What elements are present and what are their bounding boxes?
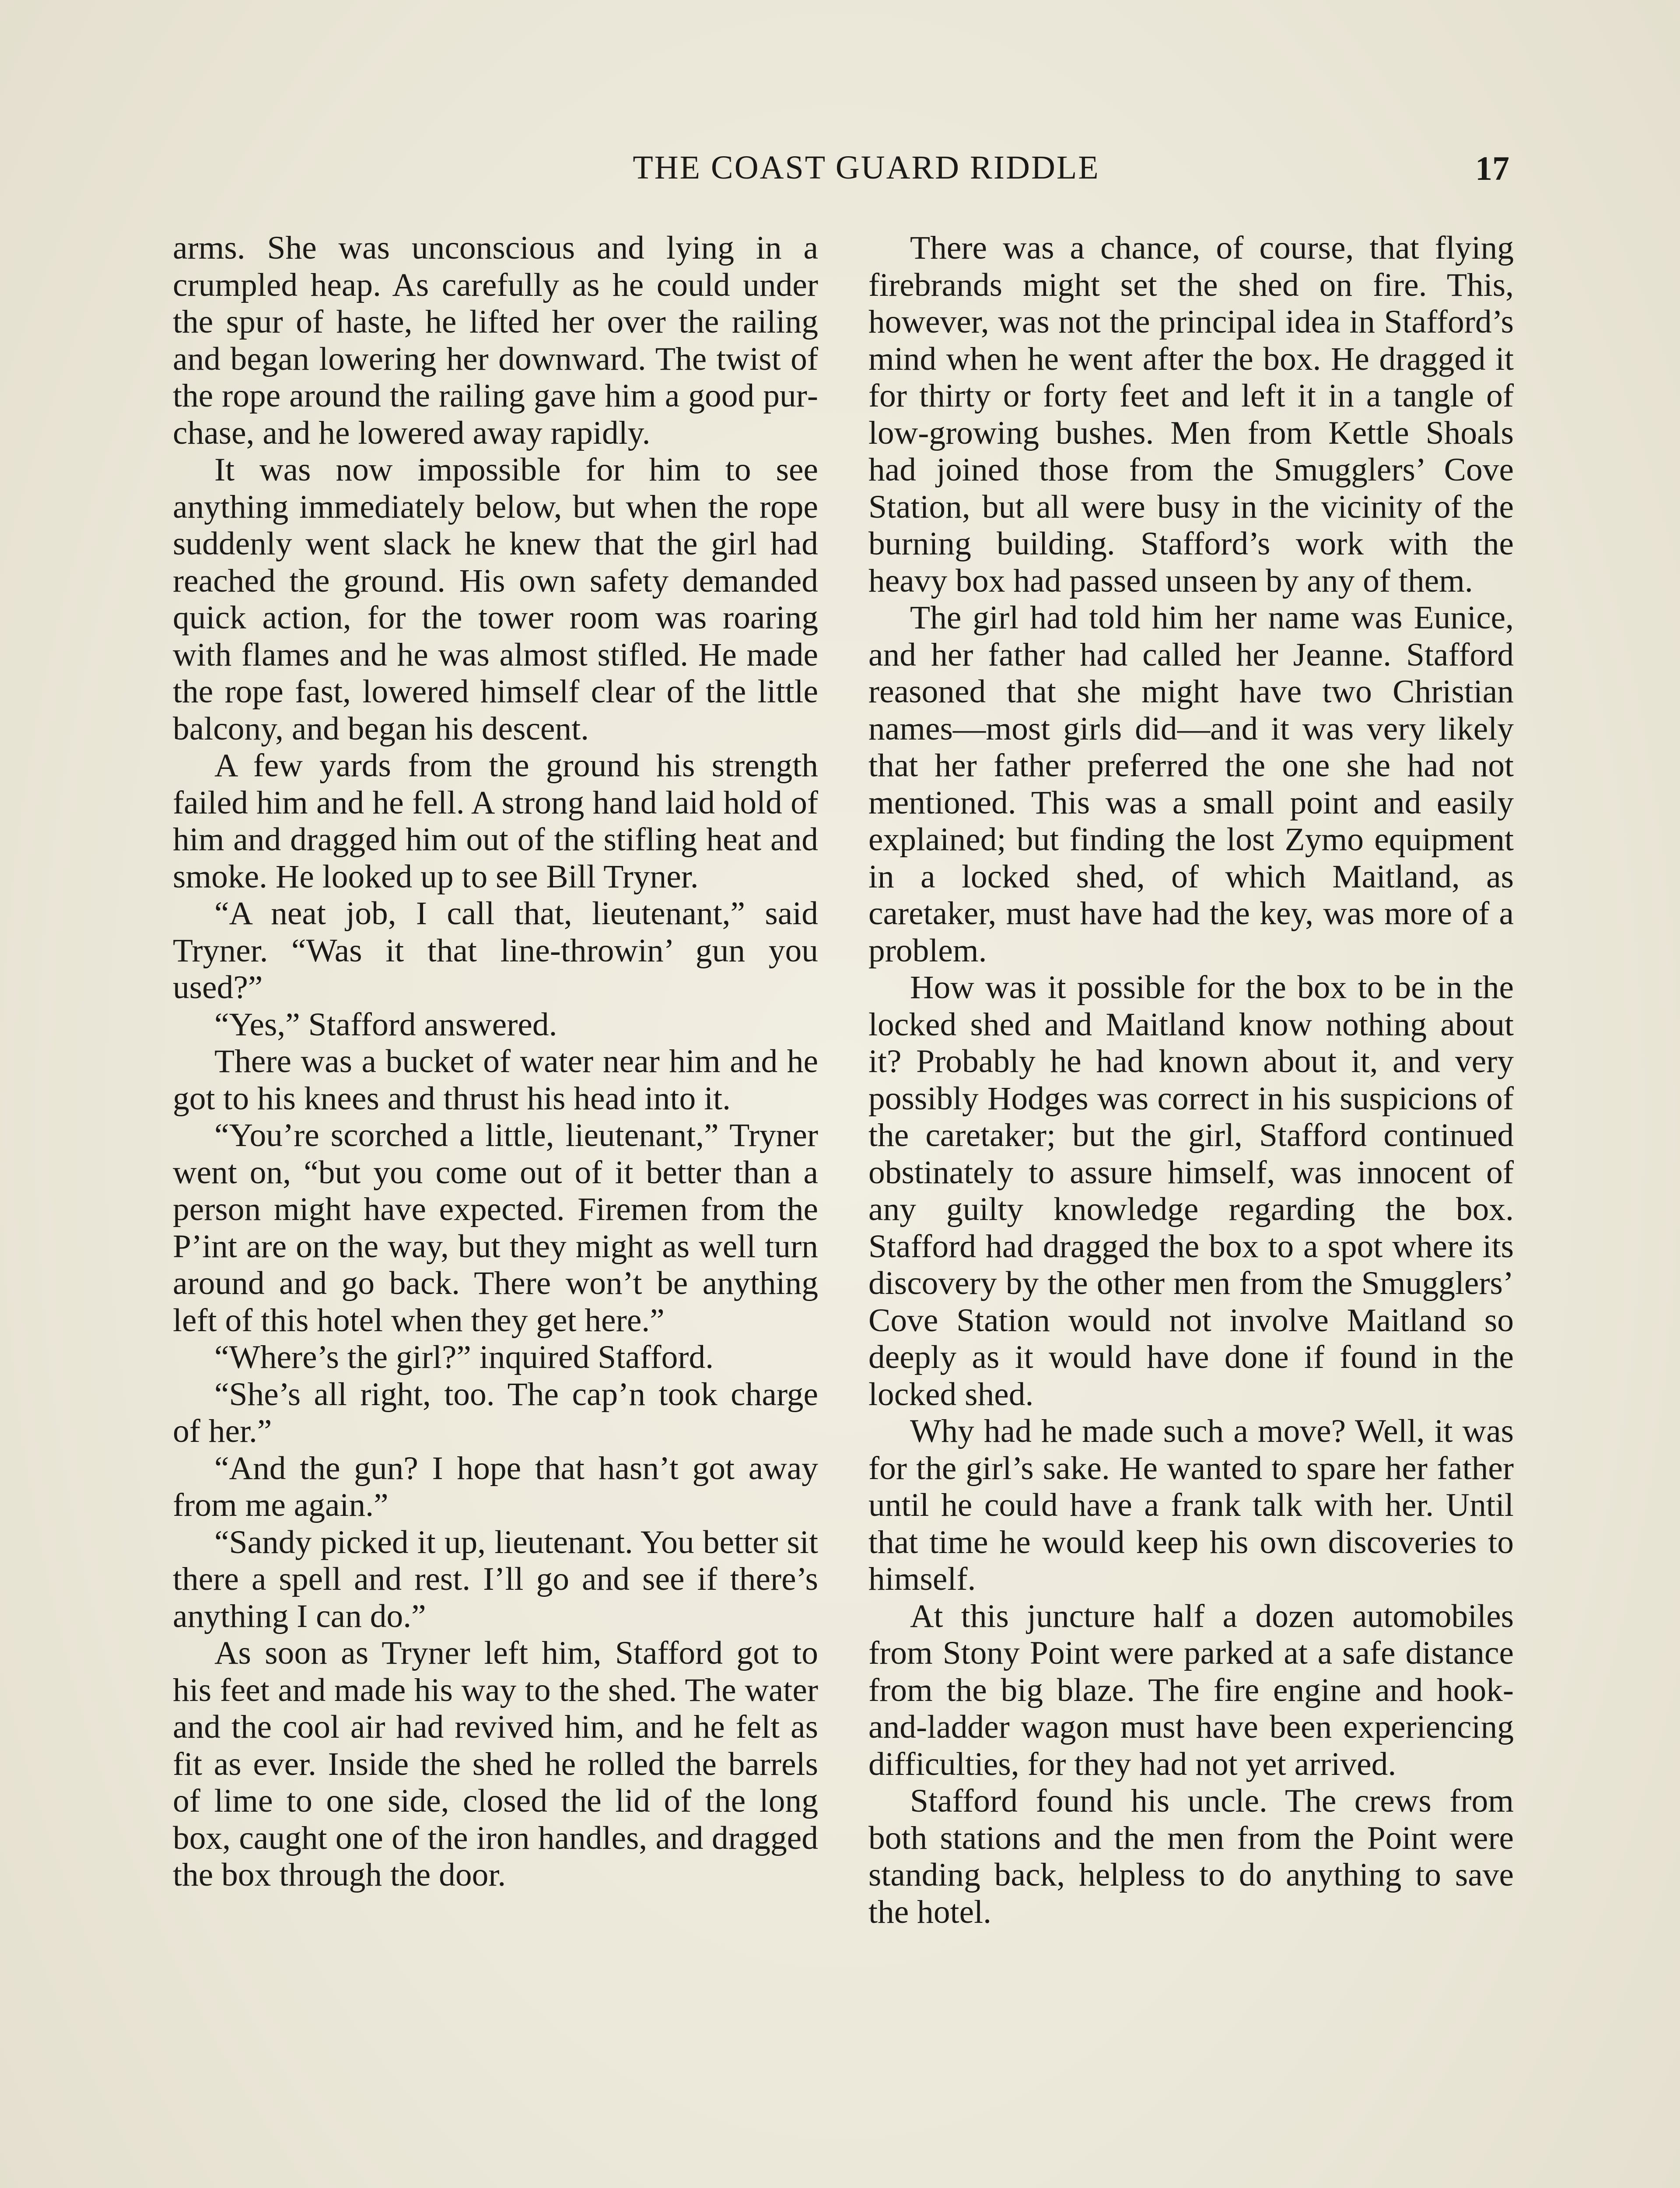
paragraph: How was it possible for the box to be in the locked shed and Maitland know nothing about it? Probably he had known about it, and very possibly Hodges was correct in his suspicions of the caretaker; but the girl, Stafford continued obstinately to assure himself, was innocent of any guilty knowledge regarding the box. Stafford had dragged the box to a spot where its discovery by the other men from the Smugglers’ Cove Station would not involve Maitland so deeply as it would have done if found in the locked shed. [868, 969, 1514, 1413]
paragraph: As soon as Tryner left him, Stafford got to his feet and made his way to the shed. The water and the cool air had revived him, and he felt as fit as ever. Inside the shed he rolled the barrels of lime to one side, closed the lid of the long box, caught one of the iron handles, and dragged the box through the door. [173, 1635, 818, 1893]
paragraph: Stafford found his uncle. The crews from both stations and the men from the Point were standing back, helpless to do anything to save the hotel. [868, 1783, 1514, 1930]
paragraph: “Sandy picked it up, lieutenant. You better sit there a spell and rest. I’ll go and see if there’s anything I can do.” [173, 1524, 818, 1634]
running-head: THE COAST GUARD RIDDLE [633, 149, 1100, 186]
paragraph: “You’re scorched a little, lieutenant,” Tryner went on, “but you come out of it better than a person might have expected. Firemen from the P’int are on the way, but they might as well turn around and go back. There won’t be anything left of this hotel when they get here.” [173, 1117, 818, 1339]
paragraph: The girl had told him her name was Eunice, and her father had called her Jeanne. Stafford reasoned that she might have two Christian names—most girls did—and it was very likely that her father preferred the one she had not mentioned. This was a small point and easily explained; but finding the lost Zymo equipment in a locked shed, of which Maitland, as caretaker, must have had the key, was more of a problem. [868, 600, 1514, 969]
paragraph: “She’s all right, too. The cap’n took charge of her.” [173, 1376, 818, 1449]
left-column [173, 230, 818, 1894]
paragraph: There was a chance, of course, that flying firebrands might set the shed on fire. This, however, was not the principal idea in Stafford’s mind when he went after the box. He dragged it for thirty or forty feet and left it in a tangle of low-growing bushes. Men from Kettle Shoals had joined those from the Smugglers’ Cove Station, but all were busy in the vicinity of the burning building. Stafford’s work with the heavy box had passed unseen by any of them. [868, 230, 1514, 599]
paragraph: Why had he made such a move? Well, it was for the girl’s sake. He wanted to spare her father until he could have a frank talk with her. Until that time he would keep his own discoveries to himself. [868, 1413, 1514, 1597]
paragraph: “Yes,” Stafford answered. [214, 1006, 557, 1043]
paragraph: “And the gun? I hope that hasn’t got away from me again.” [173, 1450, 818, 1523]
right-column [868, 230, 1514, 1931]
paragraph: “A neat job, I call that, lieutenant,” said Tryner. “Was it that line-throwin’ gun you used?” [173, 895, 818, 1006]
page-number: 17 [1475, 149, 1509, 187]
paragraph: There was a bucket of water near him and he got to his knees and thrust his head into it. [173, 1043, 818, 1117]
paragraph: arms. She was unconscious and lying in a crumpled heap. As carefully as he could under the spur of haste, he lifted her over the railing and began lowering her downward. The twist of the rope around the railing gave him a good purchase, and he lowered away rapidly. [173, 230, 818, 451]
paragraph: “Where’s the girl?” inquired Stafford. [214, 1339, 714, 1375]
paragraph: At this juncture half a dozen automobiles from Stony Point were parked at a safe distance from the big blaze. The fire engine and hook-and-ladder wagon must have been experiencing difficulties, for they had not yet arrived. [868, 1598, 1514, 1782]
paragraph: It was now impossible for him to see anything immediately below, but when the rope suddenly went slack he knew that the girl had reached the ground. His own safety demanded quick action, for the tower room was roaring with flames and he was almost stifled. He made the rope fast, lowered himself clear of the little balcony, and began his descent. [173, 452, 818, 747]
paragraph: A few yards from the ground his strength failed him and he fell. A strong hand laid hold of him and dragged him out of the stifling heat and smoke. He looked up to see Bill Tryner. [173, 747, 818, 895]
